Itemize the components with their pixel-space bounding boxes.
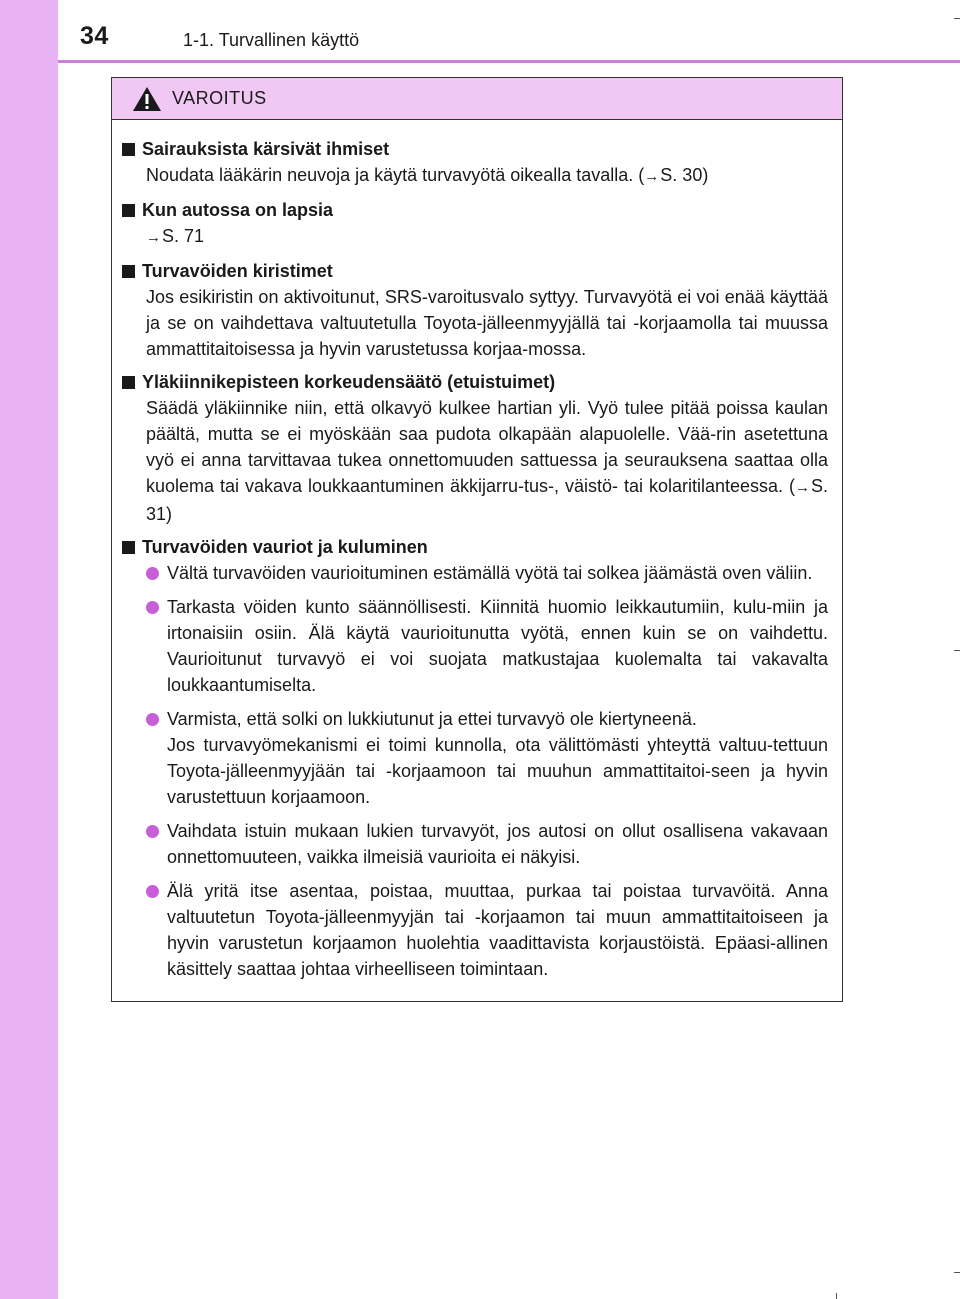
- side-color-strip: [0, 0, 58, 1299]
- arrow-right-icon: →: [146, 229, 161, 246]
- warning-box: [111, 77, 843, 1002]
- crop-mark: [836, 1293, 837, 1299]
- item-heading-text: Kun autossa on lapsia: [142, 200, 334, 220]
- item-heading: [122, 369, 828, 395]
- warning-item: [122, 369, 828, 527]
- arrow-right-icon: →: [644, 168, 660, 185]
- circle-bullet-icon: [146, 713, 159, 726]
- warning-item: [122, 534, 828, 982]
- item-heading: [122, 534, 828, 560]
- bullet-item: Tarkasta vöiden kunto säännöllisesti. Kiinnitä huomio leikkautumiin, kulu-miin ja irtonaisiin osiin. Älä käytä vaurioitunutta vyötä, ennen kuin se on vaihdettu. Vaurioitunut turvavyö ei voi suojata matkustajaa kuolemalta tai vakavalta loukkaantumiselta.: [146, 594, 828, 698]
- warning-item: [122, 197, 828, 251]
- page-reference[interactable]: S. 71: [162, 226, 205, 246]
- circle-bullet-icon: [146, 825, 159, 838]
- item-heading-text: Yläkiinnikepisteen korkeudensäätö (etuistuimet): [142, 372, 556, 392]
- page-reference[interactable]: S. 30): [660, 165, 709, 185]
- warning-item: [122, 258, 828, 362]
- warning-item: [122, 136, 828, 190]
- section-title: 1-1. Turvallinen käyttö: [183, 30, 360, 50]
- warning-triangle-icon: [132, 86, 162, 112]
- warning-label: VAROITUS: [172, 88, 267, 108]
- bullet-item: Vältä turvavöiden vaurioituminen estämällä vyötä tai solkea jäämästä oven väliin.: [146, 560, 828, 586]
- circle-bullet-icon: [146, 601, 159, 614]
- item-text: Noudata lääkärin neuvoja ja käytä turvavyötä oikealla tavalla. (→S. 30): [146, 165, 709, 185]
- warning-header: [112, 78, 842, 120]
- square-bullet-icon: [122, 376, 135, 389]
- item-heading: [122, 136, 828, 162]
- item-heading: [122, 258, 828, 284]
- item-heading-text: Sairauksista kärsivät ihmiset: [142, 139, 390, 159]
- circle-bullet-icon: [146, 885, 159, 898]
- page-reference[interactable]: S. 31): [146, 476, 828, 524]
- circle-bullet-icon: [146, 567, 159, 580]
- page-number: 34: [80, 22, 109, 50]
- bullet-item: Vaihdata istuin mukaan lukien turvavyöt, jos autosi on ollut osallisena vakavaan onnettomuuteen, vaikka ilmeisiä vaurioita ei näkyisi.: [146, 818, 828, 870]
- header-rule: [58, 60, 960, 63]
- item-text: Jos esikiristin on aktivoitunut, SRS-varoitusvalo syttyy. Turvavyötä ei voi enää käyttää ja se on vaihdettava valtuutetulla Toyota-jälleenmyyjällä tai -korjaamolla tai muussa ammattitaitoisessa ja hyvin varustetussa korjaa-mossa.: [146, 287, 828, 359]
- bullet-item: Älä yritä itse asentaa, poistaa, muuttaa, purkaa tai poistaa turvavöitä. Anna valtuutetun Toyota-jälleenmyyjän tai -korjaamon tai muun ammattitaitoiseen ja hyvin varustetun korjaamon huolehtia vaadittavista korjaustöistä. Epäasi-allinen käsittely saattaa johtaa virheelliseen toimintaan.: [146, 878, 828, 982]
- item-text: Säädä yläkiinnike niin, että olkavyö kulkee hartian yli. Vyö tulee pitää poissa kaulan päältä, mutta se ei myöskään saa pudota olkapään alapuolelle. Vää-rin asetettuna vyö ei anna tarvittavaa tukea onnettomuuden sattuessa ja seurauksena saattaa olla kuolema tai vakava loukkaantuminen äkkijarru-tus-, väistö- tai kolaritilanteessa. (→S. 31): [146, 398, 828, 524]
- crop-mark: [954, 18, 960, 19]
- crop-mark: [954, 650, 960, 651]
- square-bullet-icon: [122, 143, 135, 156]
- item-text: [146, 223, 828, 251]
- square-bullet-icon: [122, 204, 135, 217]
- square-bullet-icon: [122, 265, 135, 278]
- item-heading: [122, 197, 828, 223]
- warning-body: [112, 120, 842, 982]
- item-heading-text: Turvavöiden vauriot ja kuluminen: [142, 537, 428, 557]
- bullet-item: Varmista, että solki on lukkiutunut ja ettei turvavyö ole kiertyneenä. Jos turvavyömekanismi ei toimi kunnolla, ota välittömästi yhteyttä valtuu-tettuun Toyota-jälleenmyyjään tai -korjaamoon tai muuhun ammattitaitoi-seen ja hyvin varustettuun korjaamoon.: [146, 706, 828, 810]
- square-bullet-icon: [122, 541, 135, 554]
- item-heading-text: Turvavöiden kiristimet: [142, 261, 333, 281]
- arrow-right-icon: →: [794, 479, 810, 496]
- crop-mark: [954, 1272, 960, 1273]
